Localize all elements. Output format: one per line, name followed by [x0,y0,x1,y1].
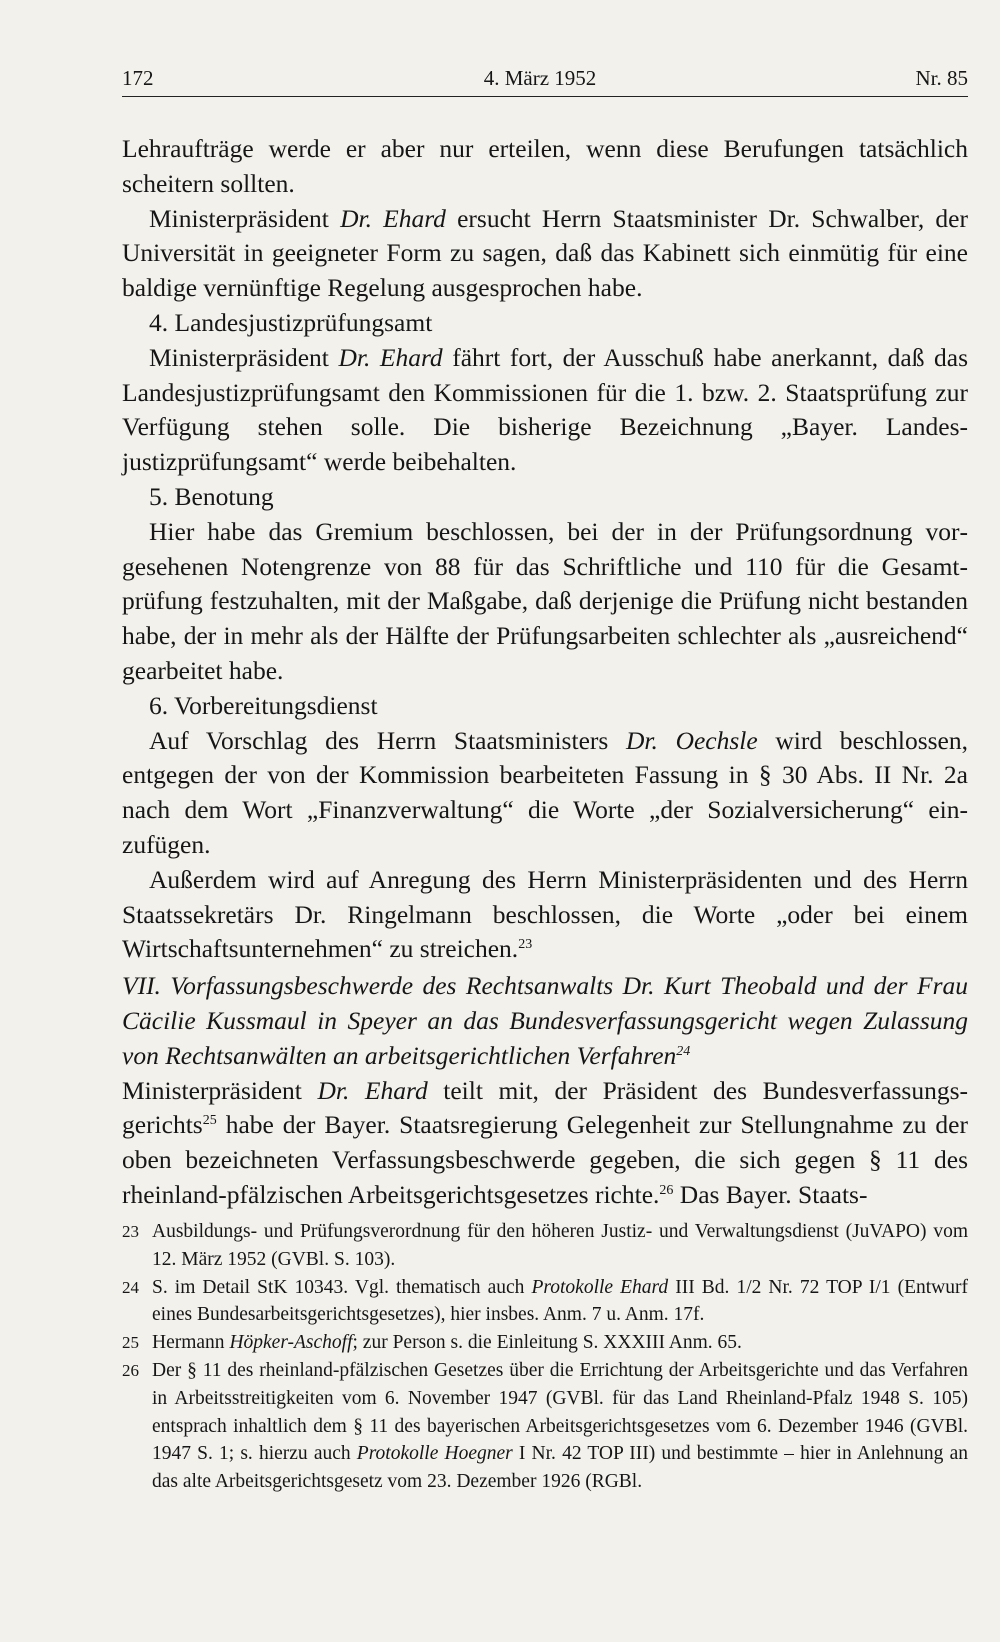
footnote-26: 26 Der § 11 des rheinland-pfälzischen Gesetzes über die Errichtung der Arbeitsgerichte und das Verfahren in Arbeitsstreitigkeiten vom 6. November 1947 (GVBl. für das Land Rheinland-Pfalz 1948 S. 105) entsprach inhaltlich dem § 11 des bayerischen Arbeitsgerichtsgesetzes vom 6. Dezember 1946 (GVBl. 1947 S. 1; s. hierzu auch Protokolle Hoegner I Nr. 42 TOP III) und bestimmte – hier in Anlehnung an das alte Arbeitsgerichtsgesetz vom 23. Dezember 1926 (RGBl. [122,1357,968,1496]
heading-vorbereitungsdienst: 6. Vorbereitungsdienst [149,690,378,720]
footnote-ref: 23 [518,937,533,953]
footnote-25: 25 Hermann Höpker-Aschoff; zur Person s. die Einleitung S. XXXIII Anm. 65. [122,1329,968,1357]
paragraph-constitutional-complaint: Ministerpräsident Dr. Ehard teilt mit, der Präsident des Bundesverfassungsgerichts$^{25}$ habe der Bayer. Staatsregierung Gelegenheit zur Stellungnahme zu der oben bezeichneten Verfassungsbeschwerde gegeben, die sich gegen § 11 des rheinland-pfälzischen Arbeitsgerichtsgesetzes richte.$^{26}$ Das Bayer. Staats- [122,1075,968,1209]
header-date: 4. März 1952 [483,66,597,90]
person-name: Ehard [364,1075,428,1105]
footnotes [122,1218,968,1496]
footnote-ref: 26 [659,1182,674,1198]
heading-benotung: 5. Benotung [149,481,274,511]
paragraph-ehard-request: Ministerpräsident Dr. Ehard ersucht Herrn Staatsminister Dr. Schwalber, der Universität in geeigneter Form zu sagen, daß das Kabinett sich einmütig für eine baldige vernünftige Regelung ausgesprochen habe. [122,203,968,303]
person-name: Ehard [379,342,443,372]
footnote-number: 24 [122,1277,139,1297]
paragraph-ringelmann-suggestion: Außerdem wird auf Anregung des Herrn Ministerpräsidenten und des Herrn Staatssekretärs Dr. Ringelmann beschlossen, die Worte „oder bei einem Wirtschaftsunternehmen“ zu streichen.$^{23}$ [122,864,968,964]
paragraph-grading: Hier habe das Gremium beschlossen, bei der in der Prüfungsordnung vorgesehenen Notengrenze von 88 für das Schriftliche und 110 für die Gesamtprüfung festzuhalten, mit der Maßgabe, daß derjenige die Prüfung nicht bestanden habe, der in mehr als der Hälfte der Prüfungsarbeiten schlechter als „ausreichend“ gearbeitet habe. [122,516,968,685]
footnote-ref: 24 [676,1043,691,1059]
footnote-number: 23 [122,1222,139,1241]
footnote-number: 25 [122,1333,139,1353]
page-number: 172 [122,66,154,90]
main-text [122,132,968,1213]
running-header [122,66,968,97]
footnote-23: 23 Ausbildungs- und Prüfungsverordnung für den höheren Justiz- und Verwaltungsdienst (JuVAPO) vom 12. März 1952 (GVBl. S. 103). [122,1218,968,1274]
paragraph-oechsle-proposal: Auf Vorschlag des Herrn Staatsministers Dr. Oechsle wird beschlossen, entgegen der von der Kommission bearbeiteten Fassung in § 30 Abs. II Nr. 2a nach dem Wort „Finanzverwaltung“ die Worte „der Sozialversicherung“ einzufügen. [122,725,968,859]
agenda-item-vii-heading: VII. Vorfassungsbeschwerde des Rechtsanwalts Dr. Kurt Theobald und der Frau Cäcilie Kussmaul in Speyer an das Bundesverfassungsgericht wegen Zulassung von Rechtsanwälten an arbeitsgerichtlichen Verfahren$^{24}$ [122,971,968,1070]
person-name: Ehard [383,203,446,233]
paragraph-teaching-assignments: Lehraufträge werde er aber nur erteilen, wenn diese Berufungen tatsächlich scheitern sollten. [122,134,968,198]
footnote-number: 26 [122,1360,139,1380]
person-name: Oechsle [675,725,758,755]
footnote-24: 24 S. im Detail StK 10343. Vgl. thematisch auch Protokolle Ehard III Bd. 1/2 Nr. 72 TOP I/1 (Entwurf eines Bundesarbeitsgerichtsgesetzes), hier insbes. Anm. 7 u. Anm. 17f. [122,1274,968,1330]
footnote-ref: 25 [202,1113,217,1129]
header-issue-number: Nr. 85 [915,66,968,90]
paragraph-ehard-committee: Ministerpräsident Dr. Ehard fährt fort, der Ausschuß habe anerkannt, daß das Landesjustizprüfungsamt den Kommissionen für die 1. bzw. 2. Staatsprüfung zur Verfügung stehen solle. Die bisherige Bezeichnung „Bayer. Landesjustizprüfungsamt“ werde beibehalten. [122,342,968,477]
heading-landesjustizpruefungsamt: 4. Landesjustizprüfungsamt [149,307,433,337]
